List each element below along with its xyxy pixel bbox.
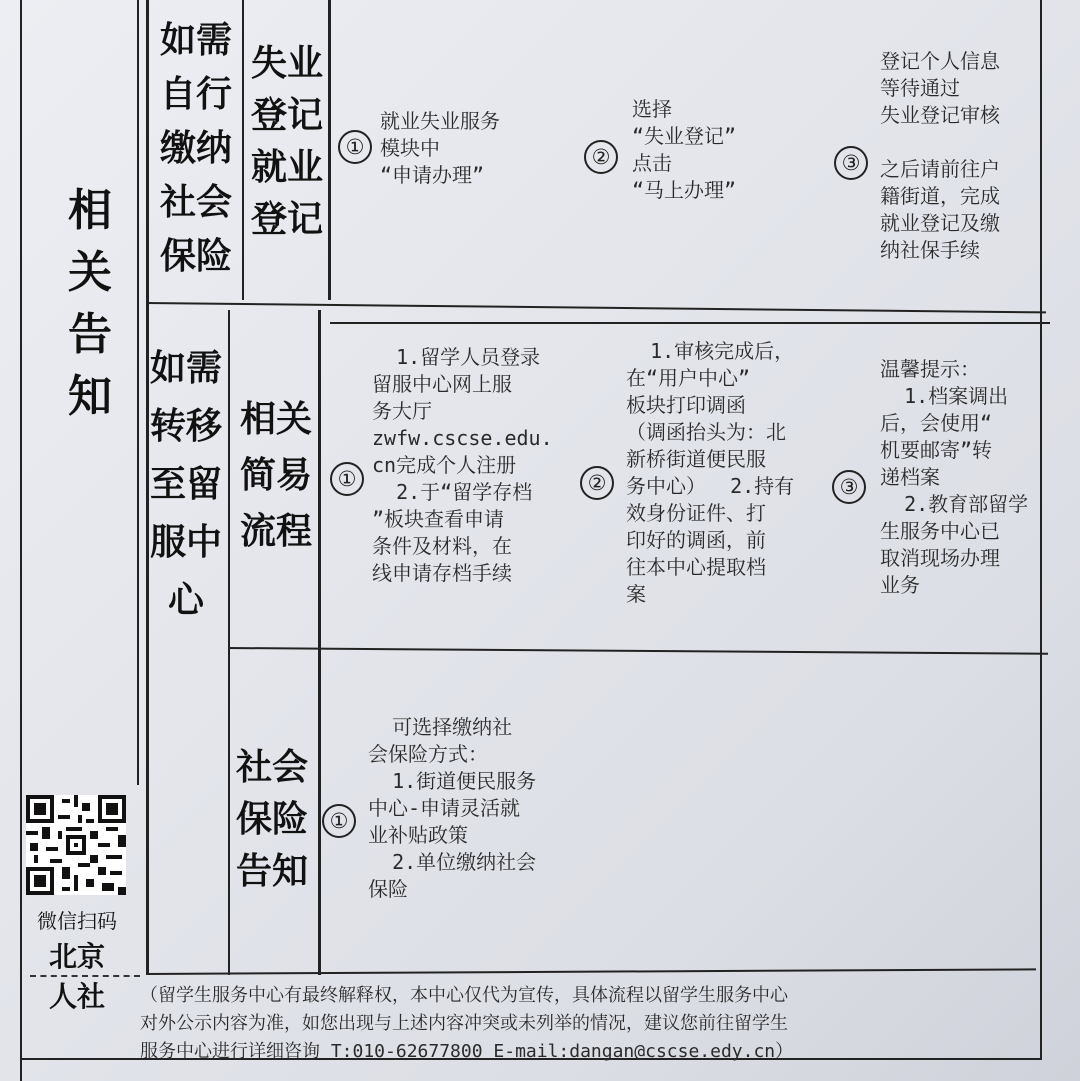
right-border [1040, 0, 1042, 1060]
footer-disclaimer: （留学生服务中心有最终解释权，本中心仅代为宣传，具体流程以留学生服务中心 对外公示内容为准，如您出现与上述内容冲突或未列举的情况，建议您前往留学生 服务中心进行详细咨询 T:010-62677800 E-mail:dangan@cscse.edy.cn） [140, 985, 794, 1062]
section3-subcategory: 社会保险告知 [235, 747, 308, 892]
section1-subcategory: 失业登记就业登记 [250, 43, 323, 240]
org-name-line1: 北京 [48, 940, 105, 973]
col-divider-2 [242, 0, 244, 300]
related-notice-title: 相关告知 [68, 185, 112, 422]
section1-step3-text: 登记个人信息 等待通过 失业登记审核 之后请前往户 籍街道，完成 就业登记及缴 纳社保手续 [880, 49, 1000, 262]
section1-category: 如需自行缴纳社会保险 [159, 20, 232, 277]
section2-step3-text: 温馨提示： 1.档案调出 后，会使用“ 机要邮寄”转 递档案 2.教育部留学 生服务中心已 取消现场办理 业务 [880, 357, 1029, 597]
section2-subcategory: 相关简易流程 [239, 399, 312, 552]
section3-step1-number: ① [322, 804, 356, 838]
col-divider-3b [318, 310, 321, 975]
wechat-qr-code[interactable] [26, 795, 126, 895]
section1-step3-number: ③ [834, 146, 868, 180]
section1-step1-text: 就业失业服务 模块中 “申请办理” [380, 109, 500, 187]
col-divider-3 [328, 0, 331, 300]
section1-step1-number: ① [338, 130, 372, 164]
section1-step2-text: 选择 “失业登记” 点击 “马上办理” [632, 97, 737, 202]
section2-step2-number: ② [580, 466, 614, 500]
section2-step3-number: ③ [832, 470, 866, 504]
section2-step1-number: ① [330, 462, 364, 496]
section1-step2-number: ② [584, 140, 618, 174]
section3-step1-text: 可选择缴纳社 会保险方式： 1.街道便民服务 中心-申请灵活就 业补贴政策 2.单位缴纳社会 保险 [368, 715, 537, 901]
section2-category: 如需转移至留服中心 [149, 348, 222, 621]
col-divider-2b [228, 310, 230, 975]
org-name-line2: 人社 [48, 980, 105, 1013]
section2-step1-text: 1.留学人员登录 留服中心网上服 务大厅 zwfw.cscse.edu. cn完成个人注册 2.于“留学存档 ”板块查看申请 条件及材料，在 线申请存档手续 [372, 345, 553, 585]
qr-caption: 微信扫码 [37, 909, 117, 933]
row-divider-2 [228, 647, 1048, 655]
row-divider-footer [146, 968, 1036, 975]
section2-step2-text: 1.审核完成后， 在“用户中心” 板块打印调函 （调函抬头为：北 新桥街道便民服 务中心） 2.持有 效身份证件、打 印好的调函，前 往本中心提取档 案 [626, 339, 795, 606]
col-divider-1b [137, 0, 139, 785]
row-divider-1 [146, 302, 1046, 313]
row-divider-1b [330, 322, 1050, 324]
